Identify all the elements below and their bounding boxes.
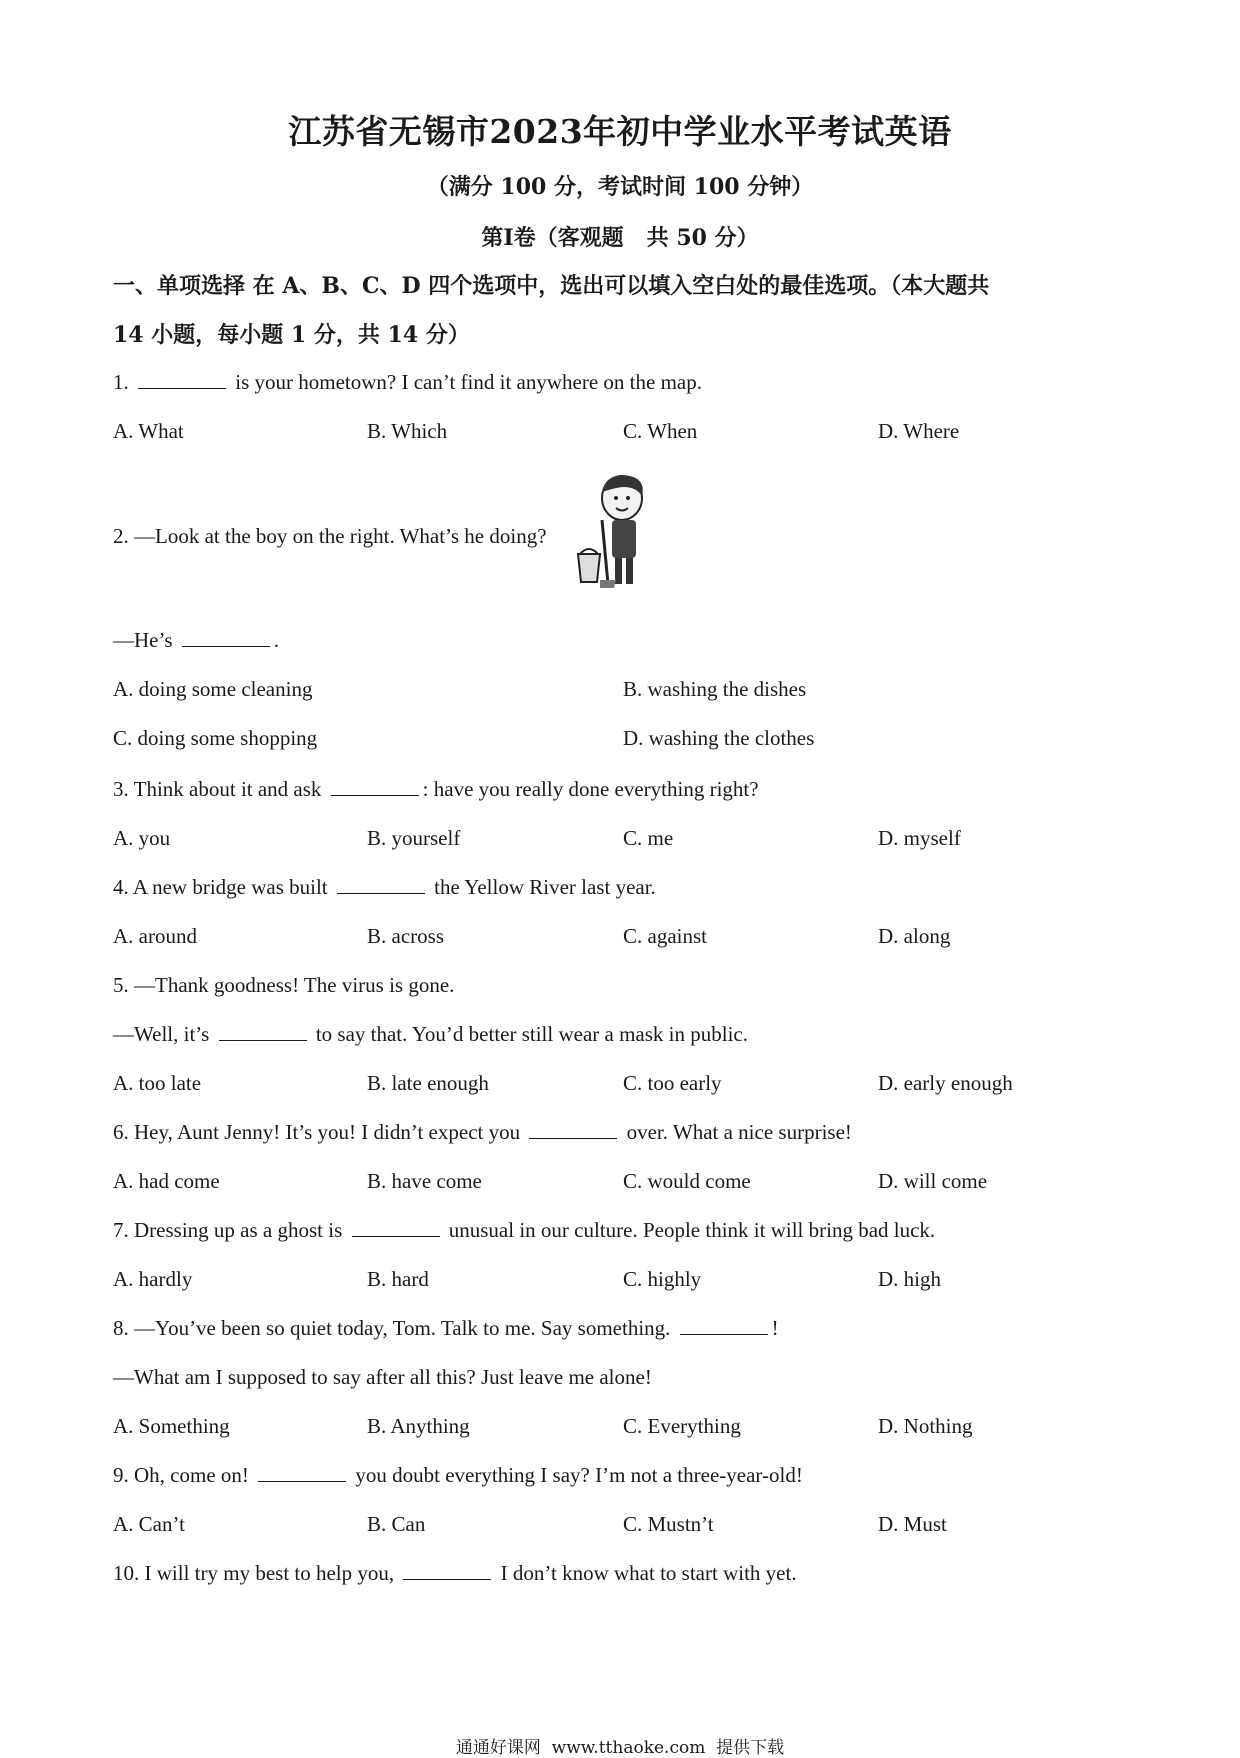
q2-option-d: D. washing the clothes bbox=[623, 726, 815, 750]
boy-mopping-illustration bbox=[572, 470, 662, 590]
q9-option-c: C. Mustn’t bbox=[623, 1512, 714, 1536]
question-8-reply: —What am I supposed to say after all this? Just leave me alone! bbox=[113, 1365, 652, 1389]
q2-option-a: A. doing some cleaning bbox=[113, 677, 313, 701]
q5-option-b: B. late enough bbox=[367, 1071, 489, 1095]
q4-option-d: D. along bbox=[878, 924, 951, 948]
q5-option-c: C. too early bbox=[623, 1071, 722, 1095]
section-heading-line1: 一、单项选择 在 A、B、C、D 四个选项中，选出可以填入空白处的最佳选项。（本大题共 bbox=[113, 273, 990, 299]
section-heading-line2: 14 小题，每小题 1 分，共 14 分） bbox=[113, 322, 470, 348]
q3-option-c: C. me bbox=[623, 826, 674, 850]
q8-option-c: C. Everything bbox=[623, 1414, 741, 1438]
exam-subtitle: （满分 100 分，考试时间 100 分钟） bbox=[426, 174, 814, 200]
q1-option-a: A. What bbox=[113, 419, 184, 443]
q8-option-a: A. Something bbox=[113, 1414, 230, 1438]
q4-option-a: A. around bbox=[113, 924, 197, 948]
answer-blank bbox=[331, 777, 419, 796]
question-10: 10. I will try my best to help you, I don’t know what to start with yet. bbox=[113, 1561, 797, 1585]
q6-option-a: A. had come bbox=[113, 1169, 220, 1193]
question-4: 4. A new bridge was built the Yellow River last year. bbox=[113, 875, 656, 899]
q7-option-c: C. highly bbox=[623, 1267, 702, 1291]
question-5-reply: —Well, it’s to say that. You’d better still wear a mask in public. bbox=[113, 1022, 748, 1046]
q1-option-b: B. Which bbox=[367, 419, 448, 443]
q3-option-b: B. yourself bbox=[367, 826, 461, 850]
q3-option-d: D. myself bbox=[878, 826, 961, 850]
exam-title: 江苏省无锡市2023年初中学业水平考试英语 bbox=[288, 112, 952, 151]
q9-option-d: D. Must bbox=[878, 1512, 947, 1536]
question-1: 1. is your hometown? I can’t find it anywhere on the map. bbox=[113, 370, 702, 394]
question-2-reply: —He’s . bbox=[113, 628, 279, 652]
answer-blank bbox=[352, 1218, 440, 1237]
part-heading: 第Ⅰ卷（客观题 共 50 分） bbox=[481, 225, 759, 251]
q7-option-a: A. hardly bbox=[113, 1267, 193, 1291]
question-5: 5. —Thank goodness! The virus is gone. bbox=[113, 973, 455, 997]
q4-option-c: C. against bbox=[623, 924, 707, 948]
q2-option-c: C. doing some shopping bbox=[113, 726, 318, 750]
q7-option-d: D. high bbox=[878, 1267, 941, 1291]
question-3: 3. Think about it and ask : have you really done everything right? bbox=[113, 777, 759, 801]
answer-blank bbox=[258, 1463, 346, 1482]
q4-option-b: B. across bbox=[367, 924, 444, 948]
answer-blank bbox=[529, 1120, 617, 1139]
answer-blank bbox=[138, 370, 226, 389]
answer-blank bbox=[337, 875, 425, 894]
answer-blank bbox=[182, 628, 270, 647]
q6-option-c: C. would come bbox=[623, 1169, 751, 1193]
q5-option-a: A. too late bbox=[113, 1071, 202, 1095]
q6-option-d: D. will come bbox=[878, 1169, 988, 1193]
download-footer: 通通好课网 www.tthaoke.com 提供下载 bbox=[455, 1738, 785, 1758]
q5-option-d: D. early enough bbox=[878, 1071, 1013, 1095]
q8-option-b: B. Anything bbox=[367, 1414, 470, 1438]
q1-option-c: C. When bbox=[623, 419, 698, 443]
question-8: 8. —You’ve been so quiet today, Tom. Talk to me. Say something. ! bbox=[113, 1316, 779, 1340]
answer-blank bbox=[403, 1561, 491, 1580]
answer-blank bbox=[680, 1316, 768, 1335]
q7-option-b: B. hard bbox=[367, 1267, 429, 1291]
question-9: 9. Oh, come on! you doubt everything I say? I’m not a three-year-old! bbox=[113, 1463, 803, 1487]
q6-option-b: B. have come bbox=[367, 1169, 482, 1193]
question-6: 6. Hey, Aunt Jenny! It’s you! I didn’t expect you over. What a nice surprise! bbox=[113, 1120, 852, 1144]
question-2: 2. —Look at the boy on the right. What’s he doing? bbox=[113, 524, 547, 548]
q2-option-b: B. washing the dishes bbox=[623, 677, 807, 701]
q9-option-b: B. Can bbox=[367, 1512, 426, 1536]
q8-option-d: D. Nothing bbox=[878, 1414, 973, 1438]
question-7: 7. Dressing up as a ghost is unusual in our culture. People think it will bring bad luck. bbox=[113, 1218, 936, 1242]
answer-blank bbox=[219, 1022, 307, 1041]
q3-option-a: A. you bbox=[113, 826, 171, 850]
q1-option-d: D. Where bbox=[878, 419, 960, 443]
q9-option-a: A. Can’t bbox=[113, 1512, 185, 1536]
